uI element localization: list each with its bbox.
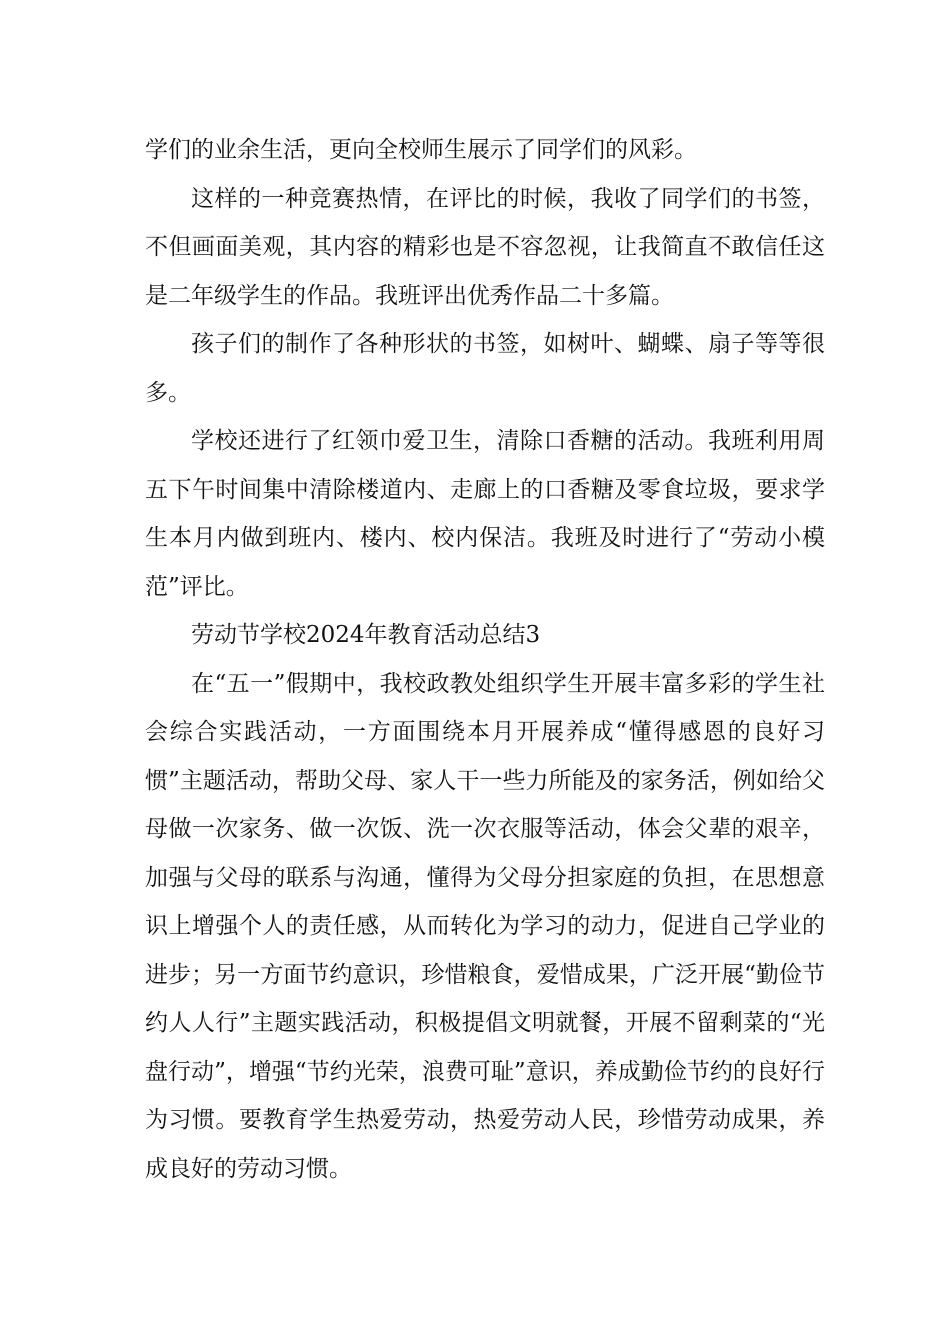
paragraph-gum-cleanup: 学校还进行了红领巾爱卫生，清除口香糖的活动。我班利用周五下午时间集中清除楼道内、走廊上的口香糖及零食垃圾，要求学生本月内做到班内、楼内、校内保洁。我班及时进行了“劳动小模范”评比。 bbox=[145, 428, 825, 600]
paragraph-bookmark-contest: 这样的一种竞赛热情，在评比的时候，我收了同学们的书签，不但画面美观，其内容的精彩也是不容忽视，让我简直不敢信任这是二年级学生的作品。我班评出优秀作品二十多篇。 bbox=[145, 185, 825, 309]
document-body bbox=[145, 126, 825, 1193]
paragraph-continuation: 学们的业余生活，更向全校师生展示了同学们的风彩。 bbox=[145, 137, 697, 163]
paragraph-bookmark-shapes: 孩子们的制作了各种形状的书签，如树叶、蝴蝶、扇子等等很多。 bbox=[145, 331, 825, 406]
paragraph-may-day-activities: 在“五一”假期中，我校政教处组织学生开展丰富多彩的学生社会综合实践活动，一方面围绕本月开展养成“懂得感恩的良好习惯”主题活动，帮助父母、家人干一些力所能及的家务活，例如给父母做一次家务、做一次饭、洗一次衣服等活动，体会父辈的艰辛，加强与父母的联系与沟通，懂得为父母分担家庭的负担，在思想意识上增强个人的责任感，从而转化为学习的动力，促进自己学业的进步；另一方面节约意识，珍惜粮食，爱惜成果，广泛开展“勤俭节约人人行”主题实践活动，积极提倡文明就餐，开展不留剩菜的“光盘行动”，增强“节约光荣，浪费可耻”意识，养成勤俭节约的良好行为习惯。要教育学生热爱劳动，热爱劳动人民，珍惜劳动成果，养成良好的劳动习惯。 bbox=[145, 670, 825, 1182]
section-heading: 劳动节学校2024年教育活动总结3 bbox=[191, 622, 541, 648]
